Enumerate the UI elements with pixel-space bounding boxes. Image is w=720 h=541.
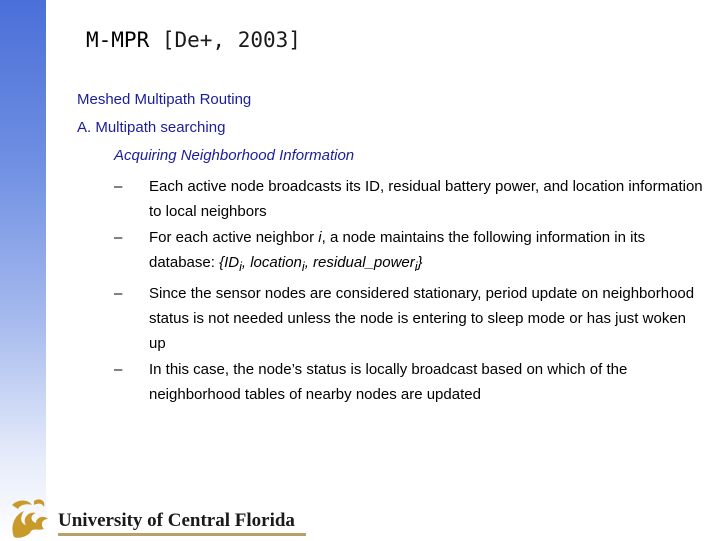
title-citation: [De+, 2003] [161, 28, 301, 52]
variable-i: i [318, 229, 322, 246]
bullet-dash: – [114, 178, 123, 195]
heading-multipath-searching: A. Multipath searching [77, 119, 226, 136]
bullet-text-pre: For each active neighbor [149, 229, 319, 246]
bullet-text: Each active node broadcasts its ID, residual battery power, and location information to local neighbors [149, 178, 703, 220]
logo-underline [58, 533, 306, 536]
university-name: University of Central Florida [58, 510, 295, 531]
bullet-dash: – [114, 229, 123, 246]
bullet-text: In this case, the node’s status is locally broadcast based on which of the neighborhood tables of nearby nodes are updated [149, 361, 628, 403]
bullet-item [114, 281, 704, 356]
bullet-item [114, 225, 704, 280]
bullet-dash: – [114, 285, 123, 302]
bullet-item [114, 357, 704, 407]
bullet-text: Since the sensor nodes are considered stationary, period update on neighborhood status is not needed unless the node is entering to sleep mode or has just woken up [149, 285, 695, 352]
bullet-list [114, 174, 704, 408]
slide-title [86, 28, 301, 52]
sidebar-gradient [0, 0, 46, 540]
subheading-acquiring-info: Acquiring Neighborhood Information [114, 147, 355, 164]
tuple-expression: {$ID_i$, location$_i$, residual_power$_i$} [219, 254, 423, 274]
bullet-text-mid: , a node maintains the following information in its database: [149, 229, 646, 271]
heading-meshed-multipath: Meshed Multipath Routing [77, 91, 252, 108]
bullet-dash: – [114, 361, 123, 378]
title-main: M-MPR [86, 28, 162, 52]
bullet-item [114, 174, 704, 224]
